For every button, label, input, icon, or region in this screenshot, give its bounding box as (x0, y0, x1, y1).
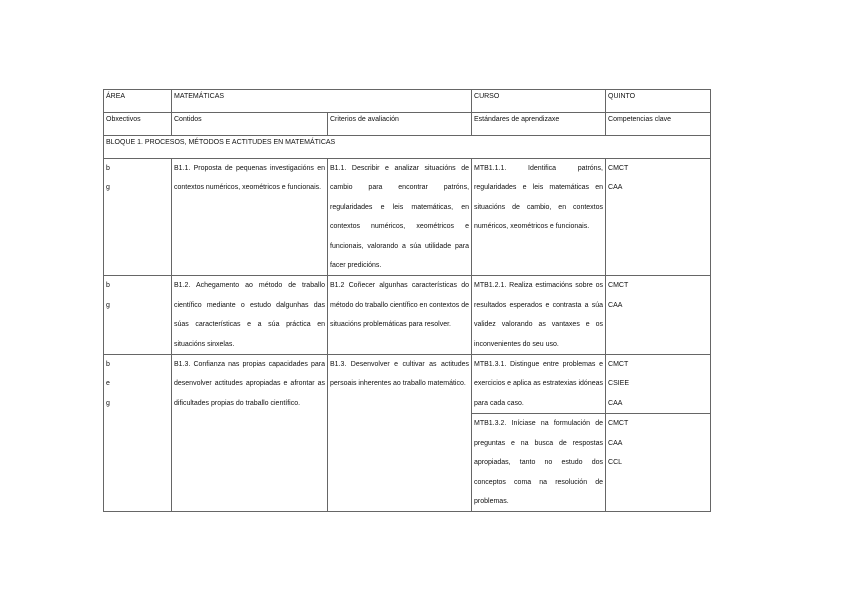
curriculum-sheet (103, 89, 710, 512)
objectives-cell (104, 355, 172, 512)
column-header-standards: Estándares de aprendizaxe (472, 113, 606, 136)
block-title-row (104, 136, 711, 159)
course-label: CURSO (472, 90, 606, 113)
competences-cell-item: CSIEE (608, 380, 630, 388)
curriculum-table (103, 89, 711, 512)
competences-cell (606, 355, 711, 414)
block-title: BLOQUE 1. PROCESOS, MÉTODOS E ACTITUDES EN MATEMÁTICAS (104, 136, 711, 159)
competences-cell-item: CMCT (608, 361, 629, 369)
standard-cell: MTB1.3.2. Iníciase na formulación de preguntas e na busca de respostas apropiadas, tanto no estudo dos conceptos coma na resolución de problemas. (472, 414, 606, 512)
content-cell: B1.3. Confianza nas propias capacidades para desenvolver actitudes apropiadas e afrontar as dificultades propias do traballo científico. (172, 355, 328, 512)
objectives-cell-item: g (106, 301, 110, 309)
column-header-row (104, 113, 711, 136)
course-value: QUINTO (606, 90, 711, 113)
column-header-contents: Contidos (172, 113, 328, 136)
competences-cell-item: CAA (608, 184, 623, 192)
standard-cell: MTB1.3.1. Distingue entre problemas e exercicios e aplica as estratexias idóneas para cada caso. (472, 355, 606, 414)
content-cell: B1.2. Achegamento ao método de traballo científico mediante o estudo dalgunhas das súas características e a súa práctica en situacións sinxelas. (172, 276, 328, 355)
criteria-cell: B1.3. Desenvolver e cultivar as actitudes persoais inherentes ao traballo matemático. (328, 355, 472, 512)
competences-cell-item: CAA (608, 439, 623, 447)
competences-cell-item: CCL (608, 459, 623, 467)
objectives-cell-item: e (106, 380, 110, 388)
objectives-cell-item: g (106, 184, 110, 192)
area-value: MATEMÁTICAS (172, 90, 472, 113)
objectives-cell-item: b (106, 282, 110, 290)
objectives-cell (104, 276, 172, 355)
objectives-cell-item: b (106, 361, 110, 369)
curriculum-row (104, 159, 711, 276)
competences-cell-item: CMCT (608, 165, 629, 172)
competences-cell-item: CMCT (608, 420, 629, 428)
competences-cell (606, 414, 711, 512)
content-cell: B1.1. Proposta de pequenas investigacións en contextos numéricos, xeométricos e funcionais. (172, 159, 328, 276)
column-header-objectives: Obxectivos (104, 113, 172, 136)
competences-cell-item: CMCT (608, 282, 629, 290)
column-header-competences: Competencias clave (606, 113, 711, 136)
competences-cell-item: CAA (608, 399, 623, 407)
area-label: ÁREA (104, 90, 172, 113)
criteria-cell: B1.1. Describir e analizar situacións de cambio para encontrar patróns, regularidades e leis matemáticas, en contextos numéricos, xeométricos e funcionais, valorando a súa utilidade para facer predicións. (328, 159, 472, 276)
curriculum-row (104, 276, 711, 355)
competences-cell-item: CAA (608, 301, 623, 309)
header-row (104, 90, 711, 113)
standard-cell: MTB1.2.1. Realiza estimacións sobre os resultados esperados e contrasta a súa validez valorando as vantaxes e os inconvenientes do seu uso. (472, 276, 606, 355)
competences-cell (606, 159, 711, 276)
curriculum-row (104, 355, 711, 414)
competences-cell (606, 276, 711, 355)
objectives-cell (104, 159, 172, 276)
criteria-cell: B1.2 Coñecer algunhas características do método do traballo científico en contextos de situacións problemáticas para resolver. (328, 276, 472, 355)
column-header-criteria: Criterios de avaliación (328, 113, 472, 136)
standard-cell: MTB1.1.1. Identifica patróns, regularidades e leis matemáticas en situacións de cambio, en contextos numéricos, xeométricos e funcionais. (472, 159, 606, 276)
objectives-cell-item: g (106, 399, 110, 407)
objectives-cell-item: b (106, 165, 110, 172)
